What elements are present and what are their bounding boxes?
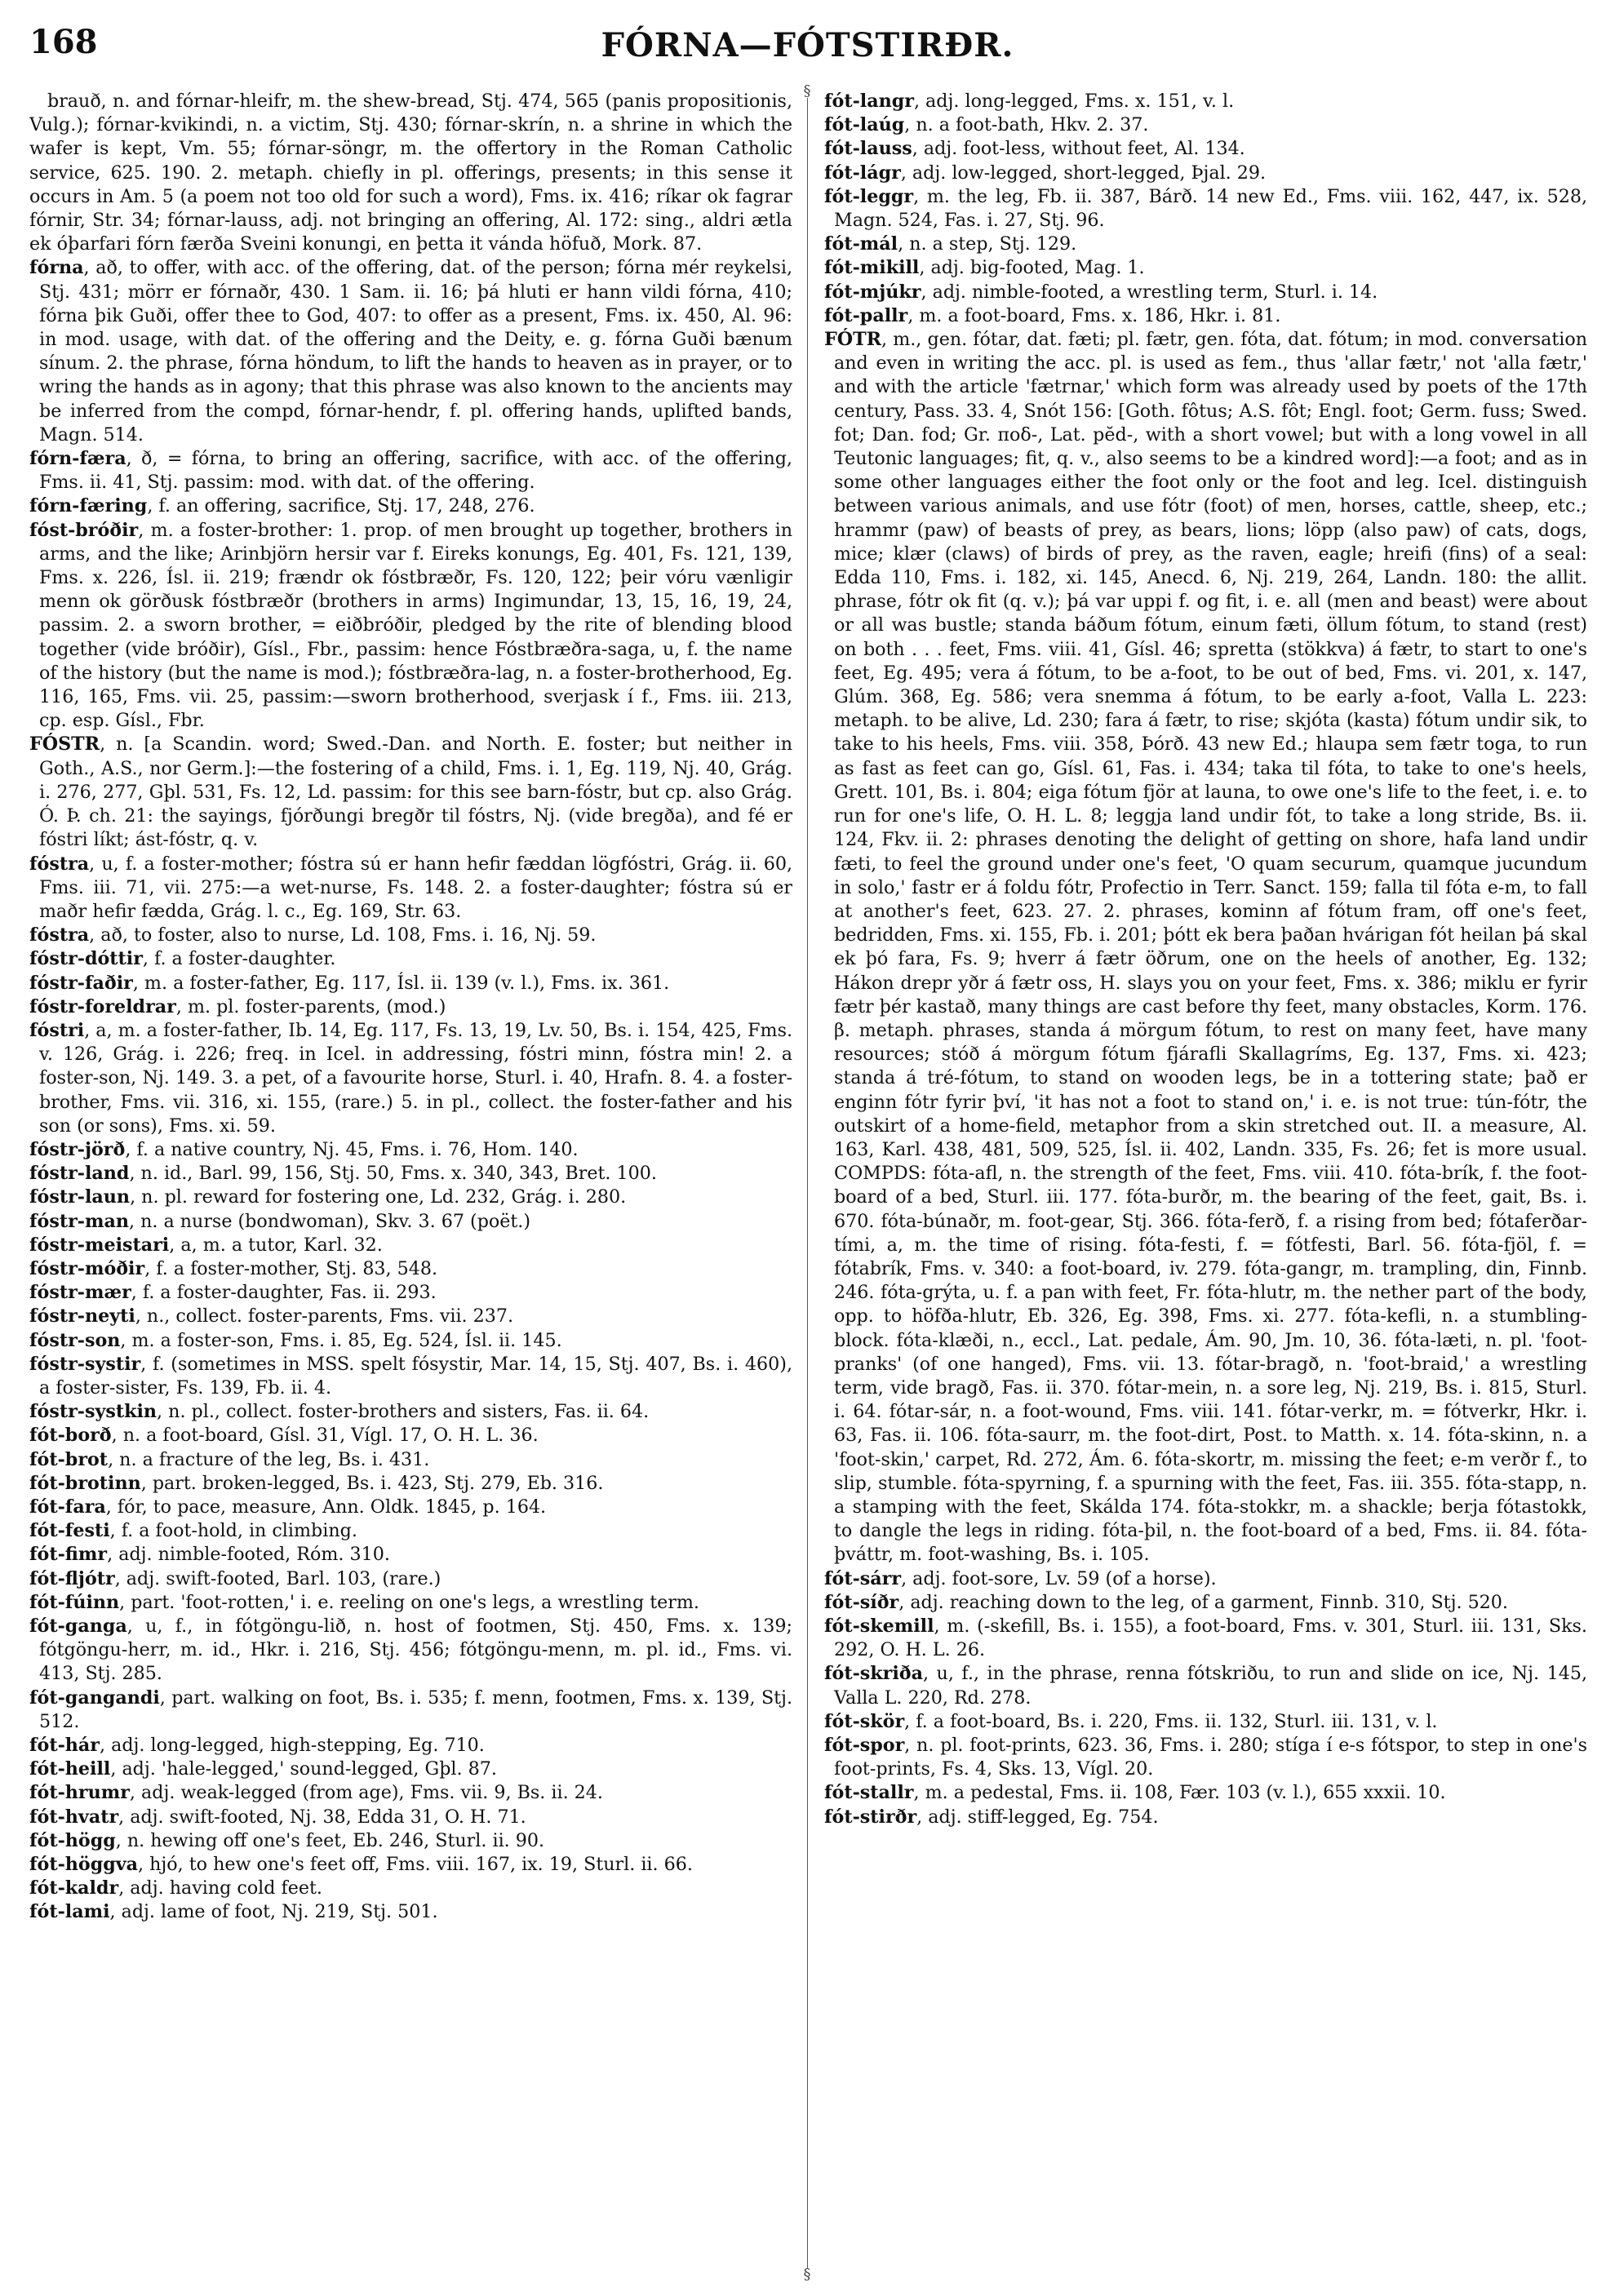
entry-text: , a, m. a tutor, Karl. 32.: [169, 1234, 383, 1256]
entry-headword: fóstr-jörð: [29, 1138, 126, 1160]
entry-text: , f. (sometimes in MSS. spelt fósystir, Mar. 14, 15, Stj. 407, Bs. i. 460), a foster-sister, Fs. 139, Fb. ii. 4.: [39, 1353, 792, 1398]
dictionary-entry: [824, 1781, 1587, 1805]
page-header: [29, 18, 1586, 67]
entry-headword: fóstr-meistari: [29, 1234, 170, 1256]
entry-text: , m. a foster-brother: 1. prop. of men brought up together, brothers in arms, and the like; Arinbjörn hersir var f. Eireks konungs, Eg. 401, Fs. 121, 139, Fms. x. 226, Ísl. ii. 219; frændr ok fóstbræðr, Fs. 120, 122; þeir vóru vænligir menn ok görðusk fóstbræðr (brothers in arms) Ingimundar, 13, 15, 16, 19, 24, passim. 2. a sworn brother, = eiðbróðir, pledged by the rite of blending blood together (vide bróðir), Gísl., Fbr., passim: hence Fóstbræðra-saga, u, f. the name of the history (but the name is mod.); fóstbræðra-lag, n. a foster-brotherhood, Eg. 116, 165, Fms. vii. 25, passim:—sworn brotherhood, sverjask í f., Fms. iii. 213, cp. esp. Gísl., Fbr.: [39, 519, 792, 732]
dictionary-entry: [824, 90, 1587, 113]
dictionary-entry: [29, 1138, 792, 1162]
entry-text: , adj. having cold feet.: [118, 1877, 322, 1899]
entry-headword: fót-sárr: [824, 1567, 902, 1589]
entry-headword: fóst-bróðir: [29, 519, 139, 541]
dictionary-entry: [29, 1210, 792, 1234]
entry-text: , n. a nurse (bondwoman), Skv. 3. 67 (poët.): [128, 1210, 531, 1232]
entry-headword: FÓTR: [824, 329, 882, 351]
entry-text: , n. a foot-board, Gísl. 31, Vígl. 17, O. H. L. 36.: [111, 1425, 539, 1447]
entry-headword: fóstr-laun: [29, 1186, 131, 1208]
entry-text: , part. broken-legged, Bs. i. 423, Stj. 279, Eb. 316.: [140, 1472, 604, 1494]
entry-headword: fót-skriða: [824, 1663, 923, 1685]
dictionary-entry: [29, 1853, 792, 1877]
entry-text: , adj. lame of foot, Nj. 219, Stj. 501.: [109, 1901, 438, 1923]
entry-headword: fóstr-móðir: [29, 1257, 145, 1279]
entry-headword: fóstr-foreldrar: [29, 995, 176, 1017]
entry-text: , adj. swift-footed, Barl. 103, (rare.): [114, 1567, 441, 1589]
dictionary-entry: [824, 256, 1587, 280]
entry-headword: fóstr-son: [29, 1329, 121, 1351]
entry-text: , part. 'foot-rotten,' i. e. reeling on one's legs, a wrestling term.: [119, 1591, 699, 1613]
dictionary-entry: [29, 924, 792, 947]
dictionary-entry: [29, 1734, 792, 1757]
entry-text: , f. a foot-board, Bs. i. 220, Fms. ii. 132, Sturl. iii. 131, v. l.: [904, 1710, 1438, 1732]
entry-text: , adj. reaching down to the leg, of a garment, Finnb. 310, Stj. 520.: [898, 1591, 1508, 1613]
entry-headword: fót-ganga: [29, 1616, 127, 1637]
entry-headword: fót-leggr: [824, 185, 914, 207]
dictionary-entry: [824, 185, 1587, 233]
dictionary-entry: [29, 1329, 792, 1353]
dictionary-entry: [29, 1519, 792, 1543]
entry-headword: fóstra: [29, 924, 90, 946]
entry-text: , adj. long-legged, high-stepping, Eg. 710.: [100, 1735, 485, 1757]
entry-headword: fóstr-dóttir: [29, 948, 143, 970]
dictionary-entry: [29, 494, 792, 518]
rule-bottom-ornament: §: [801, 2268, 814, 2281]
left-column: [29, 90, 792, 2276]
entry-text: , f. an offering, sacrifice, Stj. 17, 248, 276.: [147, 495, 535, 517]
dictionary-entry: [29, 1019, 792, 1138]
entry-text: , m. a foot-board, Fms. x. 186, Hkr. i. 81.: [907, 304, 1281, 326]
entry-text: , a, m. a foster-father, Ib. 14, Eg. 117, Fs. 13, 19, Lv. 50, Bs. i. 154, 425, Fms. v. 126, Grág. i. 226; freq. in Icel. in addressing, fóstri minn, fóstra min! 2. a foster-son, Nj. 149. 3. a pet, of a favourite horse, Sturl. i. 40, Hrafn. 8. 4. a foster-brother, Fms. vii. 316, xi. 155, (rare.) 5. in pl., collect. the foster-father and his son (or sons), Fms. xi. 59.: [39, 1019, 792, 1137]
entry-headword: fóstr-mær: [29, 1282, 131, 1304]
entry-text: , n. id., Barl. 99, 156, Stj. 50, Fms. x. 340, 343, Bret. 100.: [129, 1163, 657, 1185]
entry-text: , u, f. a foster-mother; fóstra sú er hann hefir fæddan lögfóstri, Grág. ii. 60, Fms. iii. 71, vii. 275:—a wet-nurse, Fs. 148. 2. a foster-daughter; fóstra sú er maðr hefir fædda, Grág. l. c., Eg. 169, Str. 63.: [39, 853, 792, 922]
entry-text: , f. a foot-hold, in climbing.: [109, 1520, 357, 1542]
entry-text: , adj. low-legged, short-legged, Þjal. 29.: [900, 162, 1267, 184]
entry-text: , n. a step, Stj. 129.: [898, 233, 1077, 255]
dictionary-entry: [824, 1710, 1587, 1734]
dictionary-entry: [824, 1615, 1587, 1662]
entry-text: , u, f., in fótgöngu-lið, n. host of footmen, Stj. 450, Fms. x. 139; fótgöngu-herr, m. id., Hkr. i. 216, Stj. 456; fótgöngu-menn, m. pl. id., Fms. vi. 413, Stj. 285.: [39, 1616, 792, 1685]
entry-text: , n. a foot-bath, Hkv. 2. 37.: [904, 114, 1149, 136]
entry-headword: fót-stallr: [824, 1782, 914, 1804]
entry-headword: fót-langr: [824, 91, 914, 112]
entry-text: , m. a foster-father, Eg. 117, Ísl. ii. 139 (v. l.), Fms. ix. 361.: [132, 972, 670, 994]
entry-headword: fót-lágr: [824, 162, 901, 184]
dictionary-entry: [29, 947, 792, 971]
entry-headword: fót-brotinn: [29, 1472, 141, 1494]
entry-text: , ð, = fórna, to bring an offering, sacrifice, with acc. of the offering, Fms. ii. 41, Stj. passim: mod. with dat. of the offering.: [39, 448, 792, 494]
dictionary-entry: [29, 1424, 792, 1447]
entry-headword: fót-mál: [824, 233, 898, 255]
entry-headword: fórna: [29, 257, 84, 279]
entry-text: , part. walking on foot, Bs. i. 535; f. menn, footmen, Fms. x. 139, Stj. 512.: [39, 1687, 792, 1732]
entry-headword: fót-brot: [29, 1448, 109, 1470]
running-head: FÓRNA—FÓTSTIRÐR.: [601, 26, 1014, 64]
entry-text: , að, to offer, with acc. of the offering, dat. of the person; fórna mér reykelsi, Stj. 431; mörr er fórnaðr, 430. 1 Sam. ii. 16; þá hluti er hann vildi fórna, 410; fórna þik Guði, offer thee to God, 407: to offer as a present, Fms. ix. 450, Al. 96: in mod. usage, with dat. of the offering and the Deity, e. g. fórna Guði bænum sínum. 2. the phrase, fórna höndum, to lift the hands to heaven as in prayer, or to wring the hands as in agony; that this phrase was also known to the ancients may be inferred from the compd, fórnar-hendr, f. pl. offering hands, uplifted bands, Magn. 514.: [39, 257, 792, 445]
column-rule: [807, 90, 808, 2276]
entry-headword: fót-skemill: [824, 1616, 934, 1637]
entry-text: , m. a pedestal, Fms. ii. 108, Fær. 103 (v. l.), 655 xxxii. 10.: [913, 1782, 1446, 1804]
rule-top-ornament: §: [801, 85, 814, 98]
entry-headword: fóstr-systir: [29, 1353, 141, 1375]
entry-headword: fót-fara: [29, 1496, 106, 1518]
entry-text: , m. pl. foster-parents, (mod.): [175, 995, 446, 1017]
entry-headword: fóstr-faðir: [29, 972, 133, 994]
dictionary-entry: [824, 1806, 1587, 1829]
dictionary-entry: [29, 256, 792, 447]
entry-headword: fót-laúg: [824, 114, 905, 136]
entry-headword: fót-lami: [29, 1901, 110, 1923]
entry-text: , adj. foot-less, without feet, Al. 134.: [912, 138, 1245, 160]
dictionary-entry: [29, 1806, 792, 1829]
dictionary-entry: [29, 1757, 792, 1781]
entry-headword: fót-borð: [29, 1425, 112, 1447]
dictionary-entry: [29, 1687, 792, 1734]
entry-text: , n., collect. foster-parents, Fms. vii. 237.: [135, 1305, 514, 1328]
entry-text: , adj. long-legged, Fms. x. 151, v. l.: [913, 91, 1235, 112]
entry-headword: fóstri: [29, 1019, 85, 1041]
dictionary-entry: [29, 1615, 792, 1687]
entry-text: , n. a fracture of the leg, Bs. i. 431.: [108, 1448, 430, 1470]
entry-headword: fót-hár: [29, 1735, 100, 1757]
entry-headword: FÓSTR: [29, 734, 100, 756]
dictionary-entry: [29, 519, 792, 734]
entry-text: , að, to foster, also to nurse, Ld. 108, Fms. i. 16, Nj. 59.: [89, 924, 597, 946]
entry-text: , adj. 'hale-legged,' sound-legged, Gþl. 87.: [110, 1758, 497, 1780]
entry-headword: fót-mjúkr: [824, 281, 921, 303]
entry-headword: fót-mikill: [824, 257, 920, 279]
entry-text: , m. the leg, Fb. ii. 387, Bárð. 14 new Ed., Fms. viii. 162, 447, ix. 528, Magn. 524, Fas. i. 27, Stj. 96.: [834, 185, 1587, 232]
entry-headword: fót-spor: [824, 1735, 905, 1757]
dictionary-entry: [29, 995, 792, 1019]
entry-headword: fót-heill: [29, 1758, 111, 1780]
entry-text: brauð, n. and fórnar-hleifr, m. the shew-bread, Stj. 474, 565 (panis propositionis, Vulg.); fórnar-kvikindi, n. a victim, Stj. 430; fórnar-skrín, n. a shrine in which the wafer is kept, Vm. 55; fórnar-söngr, m. the offertory in the Roman Catholic service, 625. 190. 2. metaph. chiefly in pl. offerings, presents; in this sense it occurs in Am. 5 (a poem not too old for such a word), Fms. ix. 416; ríkar ok fagrar fórnir, Str. 34; fórnar-lauss, adj. not bringing an offering, Al. 172: sing., aldri ætla ek óþarfari fórn færða Sveini konungi, en þetta it vánda höfuð, Mork. 87.: [29, 91, 792, 255]
entry-headword: fót-stirðr: [824, 1806, 917, 1828]
entry-text: , m. (-skefill, Bs. i. 155), a foot-board, Fms. v. 301, Sturl. iii. 131, Sks. 292, O. H. L. 26.: [834, 1616, 1587, 1661]
entry-headword: fóstr-systkin: [29, 1401, 158, 1423]
entry-text: , adj. nimble-footed, a wrestling term, Sturl. i. 14.: [921, 281, 1378, 303]
entry-text: , f. a foster-daughter, Fas. ii. 293.: [131, 1282, 437, 1304]
entry-headword: fót-hvatr: [29, 1806, 119, 1828]
entry-headword: fót-kaldr: [29, 1877, 119, 1899]
dictionary-entry: [29, 1305, 792, 1328]
entry-headword: fót-högg: [29, 1829, 116, 1851]
dictionary-entry: [824, 1662, 1587, 1709]
entry-text: , n. pl. foot-prints, 623. 36, Fms. i. 280; stíga í e-s fótspor, to step in one's foot-prints, Fs. 4, Sks. 13, Vígl. 20.: [834, 1735, 1587, 1780]
entry-text: , adj. nimble-footed, Róm. 310.: [107, 1544, 390, 1566]
entry-headword: fóstra: [29, 853, 90, 875]
entry-headword: fóstr-neyti: [29, 1305, 135, 1328]
entry-text: , f. a foster-daughter.: [142, 948, 336, 970]
dictionary-entry: [29, 90, 792, 256]
entry-text: , adj. swift-footed, Nj. 38, Edda 31, O. H. 71.: [118, 1806, 526, 1828]
entry-headword: fót-gangandi: [29, 1687, 160, 1709]
dictionary-entry: [29, 1353, 792, 1400]
entry-text: , m. a foster-son, Fms. i. 85, Eg. 524, Ísl. ii. 145.: [120, 1329, 562, 1351]
entry-headword: fót-festi: [29, 1520, 110, 1542]
entry-headword: fót-fúinn: [29, 1591, 120, 1613]
entry-text: , f. a foster-mother, Stj. 83, 548.: [144, 1257, 438, 1279]
entry-headword: fórn-færing: [29, 495, 148, 517]
dictionary-entry: [29, 447, 792, 494]
entry-text: , adj. stiff-legged, Eg. 754.: [916, 1806, 1159, 1828]
entry-headword: fót-fljótr: [29, 1567, 115, 1589]
dictionary-entry: [29, 1234, 792, 1257]
entry-headword: fót-síðr: [824, 1591, 899, 1613]
entry-headword: fót-lauss: [824, 138, 912, 160]
entry-headword: fót-pallr: [824, 304, 908, 326]
dictionary-entry: [29, 1829, 792, 1853]
dictionary-entry: [824, 1567, 1587, 1591]
entry-text: , n. hewing off one's feet, Eb. 246, Sturl. ii. 90.: [115, 1829, 545, 1851]
entry-headword: fót-höggva: [29, 1854, 139, 1876]
page-number: 168: [29, 23, 98, 61]
dictionary-entry: [824, 233, 1587, 256]
entry-text: , u, f., in the phrase, renna fótskriðu, to run and slide on ice, Nj. 145, Valla L. 220, Rd. 278.: [834, 1663, 1587, 1709]
entry-text: , adj. foot-sore, Lv. 59 (of a horse).: [901, 1567, 1217, 1589]
dictionary-entry: [824, 304, 1587, 328]
dictionary-entry: [29, 1591, 792, 1615]
dictionary-entry: [29, 1900, 792, 1924]
entry-headword: fót-skör: [824, 1710, 905, 1732]
dictionary-entry: [824, 1591, 1587, 1615]
dictionary-entry: [29, 1543, 792, 1567]
dictionary-entry: [824, 281, 1587, 304]
dictionary-entry: [824, 1734, 1587, 1781]
dictionary-entry: [29, 1781, 792, 1805]
dictionary-entry: [29, 1496, 792, 1519]
dictionary-entry: [29, 1448, 792, 1472]
right-column: [824, 90, 1587, 2276]
entry-text: , n. pl. reward for fostering one, Ld. 232, Grág. i. 280.: [130, 1186, 627, 1208]
dictionary-entry: [29, 972, 792, 995]
entry-headword: fórn-færa: [29, 448, 126, 470]
entry-text: , n. pl., collect. foster-brothers and sisters, Fas. ii. 64.: [157, 1401, 650, 1423]
dictionary-entry: [824, 113, 1587, 137]
entry-text: , fór, to pace, measure, Ann. Oldk. 1845, p. 164.: [105, 1496, 547, 1518]
dictionary-entry: [29, 1281, 792, 1305]
dictionary-entry: [29, 853, 792, 924]
entry-headword: fóstr-land: [29, 1163, 130, 1185]
entry-headword: fóstr-man: [29, 1210, 129, 1232]
dictionary-entry: [29, 1186, 792, 1209]
dictionary-entry: [29, 1567, 792, 1591]
dictionary-entry: [29, 1162, 792, 1186]
entry-text: , n. [a Scandin. word; Swed.-Dan. and North. E. foster; but neither in Goth., A.S., nor Germ.]:—the fostering of a child, Fms. i. 1, Eg. 119, Nj. 40, Grág. i. 276, 277, Gþl. 531, Fs. 12, Ld. passim: for this see barn-fóstr, but cp. also Grág. Ó. Þ. ch. 21: the sayings, fjórðungi bregðr til fóstrs, Nj. (vide bregða), and fé er fóstri líkt; ást-fóstr, q. v.: [39, 734, 792, 851]
entry-text: , adj. big-footed, Mag. 1.: [919, 257, 1145, 279]
entry-headword: fót-fimr: [29, 1544, 108, 1566]
dictionary-entry: [29, 1257, 792, 1281]
entry-text: , m., gen. fótar, dat. fæti; pl. fætr, gen. fóta, dat. fótum; in mod. conversation and even in writing the acc. pl. is used as fem., thus 'allar fætr,' not 'alla fætr,' and with the article 'fætrnar,' which form was already used by poets of the 17th century, Pass. 33. 4, Snót 156: [Goth. fôtus; A.S. fôt; Engl. foot; Germ. fuss; Swed. fot; Dan. fod; Gr. ποδ-, Lat. pĕd-, with a short vowel; but with a long vowel in all Teutonic languages; fit, q. v., also seems to be a kindred word]:—a foot; and as in some other languages either the foot only or the foot and leg. Icel. distinguish between various animals, and use fótr (foot) of men, horses, cattle, sheep, etc.; hrammr (paw) of beasts of prey, as bears, lions; löpp (also paw) of cats, dogs, mice; klær (claws) of birds of prey, as the raven, eagle; hreifi (fins) of a seal: Edda 110, Fms. i. 182, xi. 145, Anecd. 6, Nj. 219, 264, Landn. 180: the allit. phrase, fótr ok fit (q. v.); þá var uppi f. og fit, i. e. all (men and beast) were about or all was bustle; standa báðum fótum, einum fæti, öllum fótum, to stand (rest) on both . . . feet, Fms. viii. 41, Gísl. 46; spretta (stökkva) á fætr, to start to one's feet, Eg. 495; vera á fótum, to be a-foot, to be out of bed, Fms. vi. 201, x. 147, Glúm. 368, Eg. 586; vera snemma á fótum, to be early a-foot, Valla L. 223: metaph. to be alive, Ld. 230; fara á fætr, to rise; skjóta (kasta) fótum undir sik, to take to his heels, Fms. viii. 358, Þórð. 43 new Ed.; hlaupa sem fætr toga, to run as fast as feet can go, Gísl. 61, Fas. i. 434; taka til fóta, to take to one's heels, Grett. 101, Bs. i. 804; eiga fótum fjör at launa, to owe one's life to the feet, i. e. to run for one's life, O. H. L. 8; leggja land undir fót, to take a long stride, Bs. ii. 124, Fkv. ii. 2: phrases denoting the delight of getting on shore, hafa land undir fæti, to feel the ground under one's feet, 'O quam securum, quamque jucundum in solo,' fastr er á foldu fótr, Profectio in Terr. Sanct. 159; falla til fóta e-m, to fall at another's feet, 623. 27. 2. phrases, kominn af fótum fram, off one's feet, bedridden, Fms. xi. 155, Fb. i. 201; þótt ek bera þaðan hvárigan fót heilan þá skal ek þó fara, Fs. 9; hverr á fætr öðrum, one on the heels of another, Eg. 132; Hákon drepr yðr á fætr oss, H. slays you on your feet, Fms. x. 386; miklu er fyrir fætr þér kastað, many things are cast before thy feet, many obstacles, Korm. 176. β. metaph. phrases, standa á mörgum fótum, to rest on many feet, have many resources; stóð á mörgum fótum fjárafli Skallagríms, Eg. 137, Fms. xi. 423; standa á tré-fótum, to stand on wooden legs, be in a tottering state; það er enginn fótr fyrir því, 'it has not a foot to stand on,' i. e. is not true: tún-fótr, the outskirt of a home-field, metaphor from a skin stretched out. II. a measure, Al. 163, Karl. 438, 481, 509, 525, Ísl. ii. 402, Landn. 335, Fs. 26; fet is more usual. COMPDS: fóta-afl, n. the strength of the feet, Fms. viii. 410. fóta-brík, f. the foot-board of a bed, Sturl. iii. 177. fóta-burðr, m. the bearing of the feet, gait, Bs. i. 670. fóta-búnaðr, m. foot-gear, Stj. 366. fóta-ferð, f. a rising from bed; fótaferðar-tími, a, m. the time of rising. fóta-festi, f. = fótfesti, Barl. 56. fóta-fjöl, f. = fótabrík, Fms. v. 340: a foot-board, iv. 279. fóta-gangr, m. trampling, din, Finnb. 246. fóta-grýta, u. f. a pan with feet, Fr. fóta-hlutr, m. the nether part of the body, opp. to höfða-hlutr, Eb. 326, Eg. 398, Fms. xi. 277. fóta-kefli, n. a stumbling-block. fóta-klæði, n., eccl., Lat. pedale, Ám. 90, Jm. 10, 36. fóta-læti, n. pl. 'foot-pranks' (of one hanged), Fms. vii. 13. fótar-bragð, n. 'foot-braid,' a wrestling term, vide bragð, Fas. ii. 370. fótar-mein, n. a sore leg, Nj. 219, Bs. i. 815, Sturl. i. 64. fótar-sár, n. a foot-wound, Fms. viii. 141. fótar-verkr, m. = fótverkr, Hkr. i. 63, Fas. ii. 106. fóta-saurr, m. the foot-dirt, Post. to Matth. x. 14. fóta-skinn, n. a 'foot-skin,' carpet, Rd. 272, Ám. 6. fóta-skortr, m. missing the feet; e-m verðr f., to slip, stumble. fóta-spyrning, f. a spurning with the feet, Fas. iii. 355. fóta-stapp, n. a stamping with the feet, Skálda 174. fóta-stokkr, m. a shackle; berja fótastokk, to dangle the legs in riding. fóta-þil, n. the foot-board of a bed, Fms. ii. 84. fóta-þváttr, m. foot-washing, Bs. i. 105.: [834, 329, 1587, 1566]
entry-text: , adj. weak-legged (from age), Fms. vii. 9, Bs. ii. 24.: [129, 1782, 603, 1804]
dictionary-entry: [29, 1877, 792, 1900]
entry-text: , hjó, to hew one's feet off, Fms. viii. 167, ix. 19, Sturl. ii. 66.: [138, 1854, 693, 1876]
entry-headword: fót-hrumr: [29, 1782, 130, 1804]
dictionary-entry: [29, 1400, 792, 1424]
dictionary-entry: [29, 733, 792, 852]
dictionary-entry: [824, 137, 1587, 161]
dictionary-entry: [824, 328, 1587, 1567]
entry-text: , f. a native country, Nj. 45, Fms. i. 76, Hom. 140.: [125, 1138, 579, 1160]
dictionary-entry: [824, 162, 1587, 185]
dictionary-entry: [29, 1472, 792, 1496]
